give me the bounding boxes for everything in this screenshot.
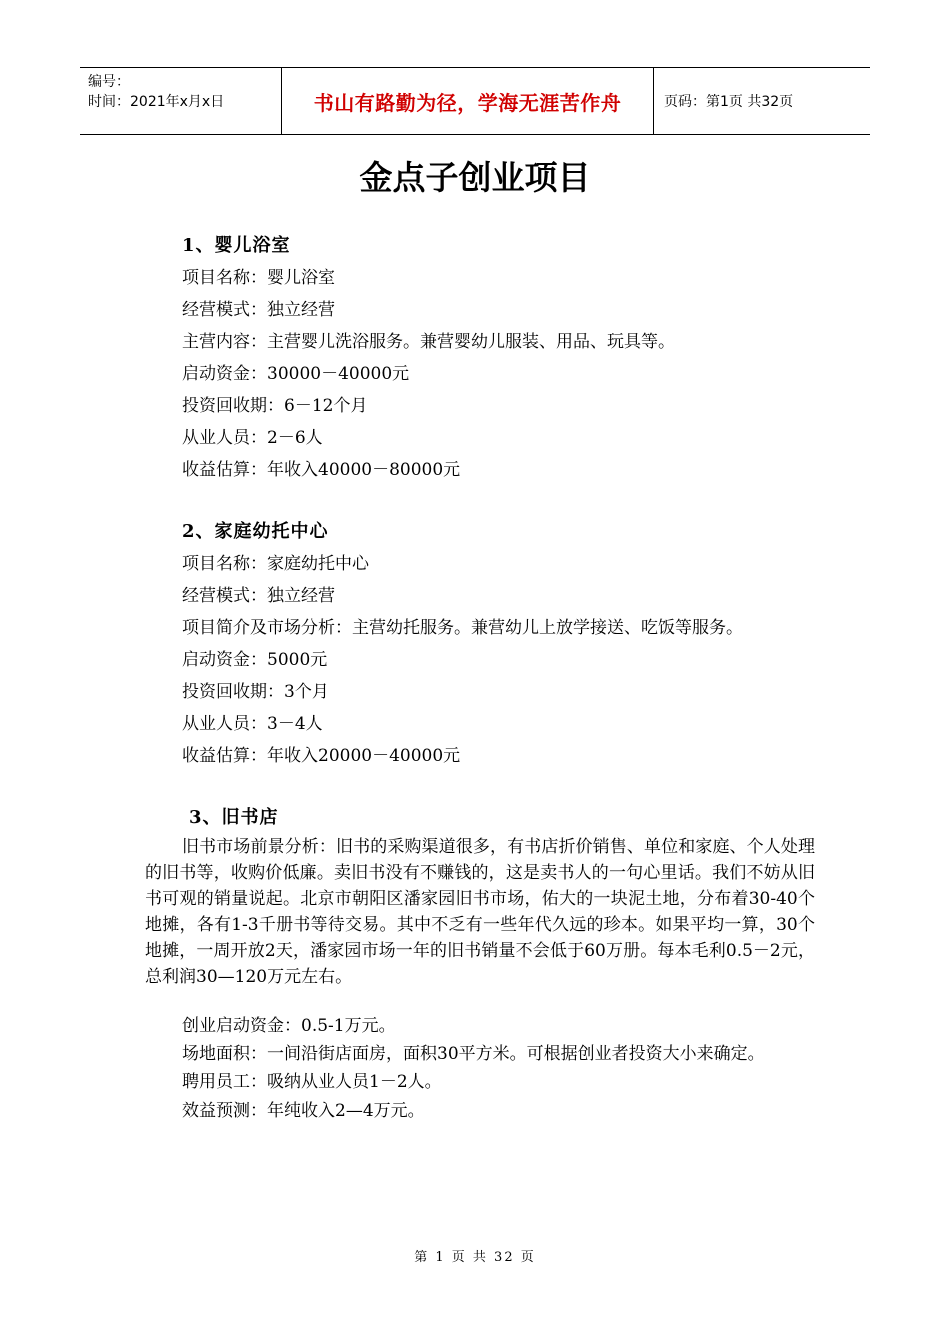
detail-line: 效益预测：年纯收入2—4万元。 bbox=[182, 1101, 425, 1121]
detail-line: 创业启动资金：0.5-1万元。 bbox=[182, 1016, 396, 1036]
document-title: 金点子创业项目 bbox=[359, 158, 591, 197]
section-gap bbox=[145, 772, 815, 802]
paragraph-gap bbox=[145, 990, 815, 1012]
header-meta-cell bbox=[80, 68, 282, 134]
field-line: 投资回收期：6－12个月 bbox=[182, 396, 368, 416]
section-gap bbox=[145, 486, 815, 516]
field-line: 主营内容：主营婴儿洗浴服务。兼营婴幼儿服装、用品、玩具等。 bbox=[182, 332, 675, 352]
field-line: 收益估算：年收入20000－40000元 bbox=[182, 746, 461, 766]
field-line: 收益估算：年收入40000－80000元 bbox=[182, 460, 461, 480]
field-line: 从业人员：2－6人 bbox=[182, 428, 323, 448]
document-body bbox=[145, 230, 815, 1126]
motto-cell bbox=[282, 68, 654, 134]
field-line: 启动资金：5000元 bbox=[182, 650, 328, 670]
section-heading: 1、婴儿浴室 bbox=[182, 235, 291, 256]
page-info-cell bbox=[654, 68, 870, 134]
page-info-text: 页码：第1页 共32页 bbox=[664, 94, 794, 110]
section-baby-bath bbox=[145, 230, 815, 486]
serial-number-label: 编号： bbox=[88, 74, 130, 90]
header-table bbox=[80, 67, 870, 135]
field-line: 经营模式：独立经营 bbox=[182, 300, 335, 320]
section-home-daycare bbox=[145, 516, 815, 772]
field-line: 项目简介及市场分析：主营幼托服务。兼营幼儿上放学接送、吃饭等服务。 bbox=[182, 618, 743, 638]
date-line: 时间：2021年x月x日 bbox=[88, 94, 225, 110]
section-heading: 3、旧书店 bbox=[189, 807, 279, 828]
field-line: 启动资金：30000－40000元 bbox=[182, 364, 410, 384]
detail-line: 聘用员工：吸纳从业人员1－2人。 bbox=[182, 1072, 442, 1092]
detail-line: 场地面积：一间沿街店面房，面积30平方米。可根据创业者投资大小来确定。 bbox=[182, 1044, 765, 1064]
motto-text: 书山有路勤为径，学海无涯苦作舟 bbox=[313, 90, 622, 115]
section-used-bookstore bbox=[145, 802, 815, 1126]
field-line: 经营模式：独立经营 bbox=[182, 586, 335, 606]
section-heading: 2、家庭幼托中心 bbox=[182, 521, 329, 542]
page-footer: 第 1 页 共 32 页 bbox=[414, 1250, 536, 1265]
field-line: 从业人员：3－4人 bbox=[182, 714, 323, 734]
field-line: 项目名称：家庭幼托中心 bbox=[182, 554, 369, 574]
field-line: 投资回收期：3个月 bbox=[182, 682, 329, 702]
market-analysis-paragraph: 旧书市场前景分析：旧书的采购渠道很多，有书店折价销售、单位和家庭、个人处理的旧书等，收购价低廉。卖旧书没有不赚钱的，这是卖书人的一句心里话。我们不妨从旧书可观的销量说起。北京市朝阳区潘家园旧书市场，佑大的一块泥土地，分布着30-40个地摊，各有1-3千册书等待交易。其中不乏有一些年代久远的珍本。如果平均一算，30个地摊，一周开放2天，潘家园市场一年的旧书销量不会低于60万册。每本毛利0.5－2元，总利润30—120万元左右。 bbox=[145, 837, 815, 987]
field-line: 项目名称：婴儿浴室 bbox=[182, 268, 335, 288]
